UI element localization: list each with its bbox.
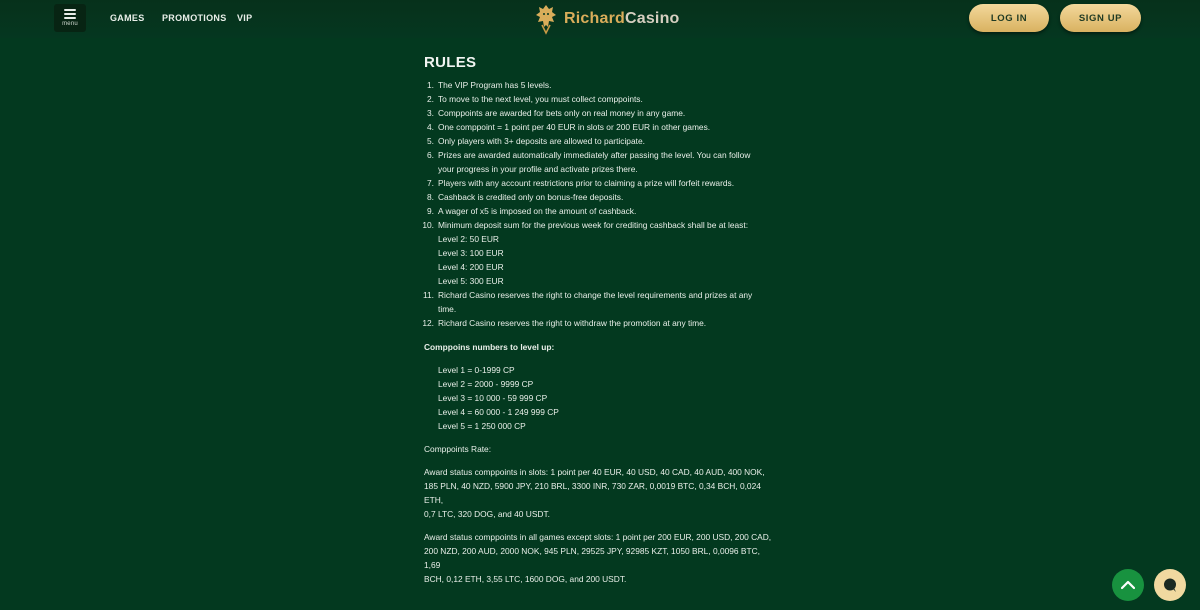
slots-rate-text	[424, 465, 776, 521]
rate-line: 0,7 LTC, 320 DOG, and 40 USDT.	[424, 509, 550, 519]
rule-text: Prizes are awarded automatically immediately after passing the level. You can follow	[438, 150, 751, 160]
rule-number: 10.	[422, 220, 434, 230]
rule-text: Cashback is credited only on bonus-free deposits.	[438, 192, 624, 202]
rule-number: 11.	[422, 290, 434, 300]
rule-number: 4.	[427, 122, 434, 132]
rule-item	[427, 106, 776, 120]
site-logo[interactable]	[534, 3, 680, 35]
rules-title: RULES	[424, 54, 477, 71]
hamburger-icon	[64, 9, 76, 19]
rule-text: Comppoints are awarded for bets only on real money in any game.	[438, 108, 686, 118]
rule-item	[422, 316, 776, 330]
rule-number: 2.	[427, 94, 434, 104]
rule-text: Level 5: 300 EUR	[438, 276, 504, 286]
rate-line: BCH, 0,12 ETH, 3,55 LTC, 1600 DOG, and 200 USDT.	[424, 574, 627, 584]
chat-button[interactable]	[1154, 569, 1186, 601]
rule-text: your progress in your profile and activate prizes there.	[438, 164, 638, 174]
rule-number: 7.	[427, 178, 434, 188]
lion-logo-icon	[534, 3, 558, 35]
level-item: Level 4 = 60 000 - 1 249 999 CP	[438, 407, 559, 417]
rule-text: To move to the next level, you must collect comppoints.	[438, 94, 643, 104]
rule-item	[422, 218, 776, 288]
rate-line: 200 NZD, 200 AUD, 2000 NOK, 945 PLN, 29525 JPY, 92985 KZT, 1050 BRL, 0,0096 BTC, 1,69	[424, 546, 760, 570]
rate-line: 185 PLN, 40 NZD, 5900 JPY, 210 BRL, 3300 INR, 730 ZAR, 0,0019 BTC, 0,34 BCH, 0,024 ETH,	[424, 481, 761, 505]
rule-text: time.	[438, 304, 457, 314]
logo-text	[564, 10, 680, 28]
vip-rules-content	[424, 54, 776, 586]
rule-item	[427, 134, 776, 148]
rate-line: Award status comppoints in all games except slots: 1 point per 200 EUR, 200 USD, 200 CAD,	[424, 532, 772, 542]
rule-text: One comppoint = 1 point per 40 EUR in slots or 200 EUR in other games.	[438, 122, 711, 132]
rule-item	[427, 78, 776, 92]
chevron-up-icon	[1121, 580, 1135, 590]
rule-text: Richard Casino reserves the right to withdraw the promotion at any time.	[438, 318, 707, 328]
chat-bubble-icon	[1162, 577, 1178, 593]
rule-text: Level 4: 200 EUR	[438, 262, 504, 272]
site-header	[0, 0, 1200, 38]
comppoints-heading: Comppoins numbers to level up:	[424, 342, 555, 352]
level-item: Level 5 = 1 250 000 CP	[438, 421, 526, 431]
rule-text: Level 2: 50 EUR	[438, 234, 499, 244]
rule-text: Richard Casino reserves the right to change the level requirements and prizes at any	[438, 290, 753, 300]
rule-text: Level 3: 100 EUR	[438, 248, 504, 258]
level-item: Level 1 = 0-1999 CP	[438, 365, 515, 375]
rule-number: 3.	[427, 108, 434, 118]
rule-item	[427, 148, 776, 176]
rule-text: Minimum deposit sum for the previous week for crediting cashback shall be at least:	[438, 220, 749, 230]
rule-number: 6.	[427, 150, 434, 160]
rule-number: 12.	[422, 318, 434, 328]
rule-item	[427, 120, 776, 134]
rule-number: 5.	[427, 136, 434, 146]
rules-list	[424, 78, 776, 330]
comppoints-level-list	[424, 363, 776, 433]
nav-promotions[interactable]: PROMOTIONS	[162, 13, 227, 23]
scroll-to-top-button[interactable]	[1112, 569, 1144, 601]
rule-item	[427, 204, 776, 218]
login-button[interactable]: LOG IN	[969, 4, 1049, 32]
level-item: Level 3 = 10 000 - 59 999 CP	[438, 393, 548, 403]
other-games-rate-text	[424, 530, 776, 586]
logo-brand-casino: Casino	[624, 10, 680, 27]
rule-item	[427, 92, 776, 106]
level-item: Level 2 = 2000 - 9999 CP	[438, 379, 534, 389]
nav-vip[interactable]: VIP	[237, 13, 253, 23]
rule-item	[427, 176, 776, 190]
rule-item	[422, 288, 776, 316]
rule-text: A wager of x5 is imposed on the amount of cashback.	[438, 206, 637, 216]
nav-games[interactable]: GAMES	[110, 13, 145, 23]
logo-brand-richard: Richard	[564, 10, 625, 27]
comppoints-rate-heading: Comppoints Rate:	[424, 444, 492, 454]
rule-text: Players with any account restrictions prior to claiming a prize will forfeit rewards.	[438, 178, 735, 188]
signup-button[interactable]: SIGN UP	[1060, 4, 1141, 32]
rule-number: 9.	[427, 206, 434, 216]
menu-button[interactable]	[54, 4, 86, 32]
rule-item	[427, 190, 776, 204]
rule-number: 8.	[427, 192, 434, 202]
rule-text: The VIP Program has 5 levels.	[438, 80, 552, 90]
rate-line: Award status comppoints in slots: 1 point per 40 EUR, 40 USD, 40 CAD, 40 AUD, 400 NOK,	[424, 467, 765, 477]
menu-label: menu	[62, 21, 78, 27]
rule-number: 1.	[427, 80, 434, 90]
rule-text: Only players with 3+ deposits are allowed to participate.	[438, 136, 645, 146]
